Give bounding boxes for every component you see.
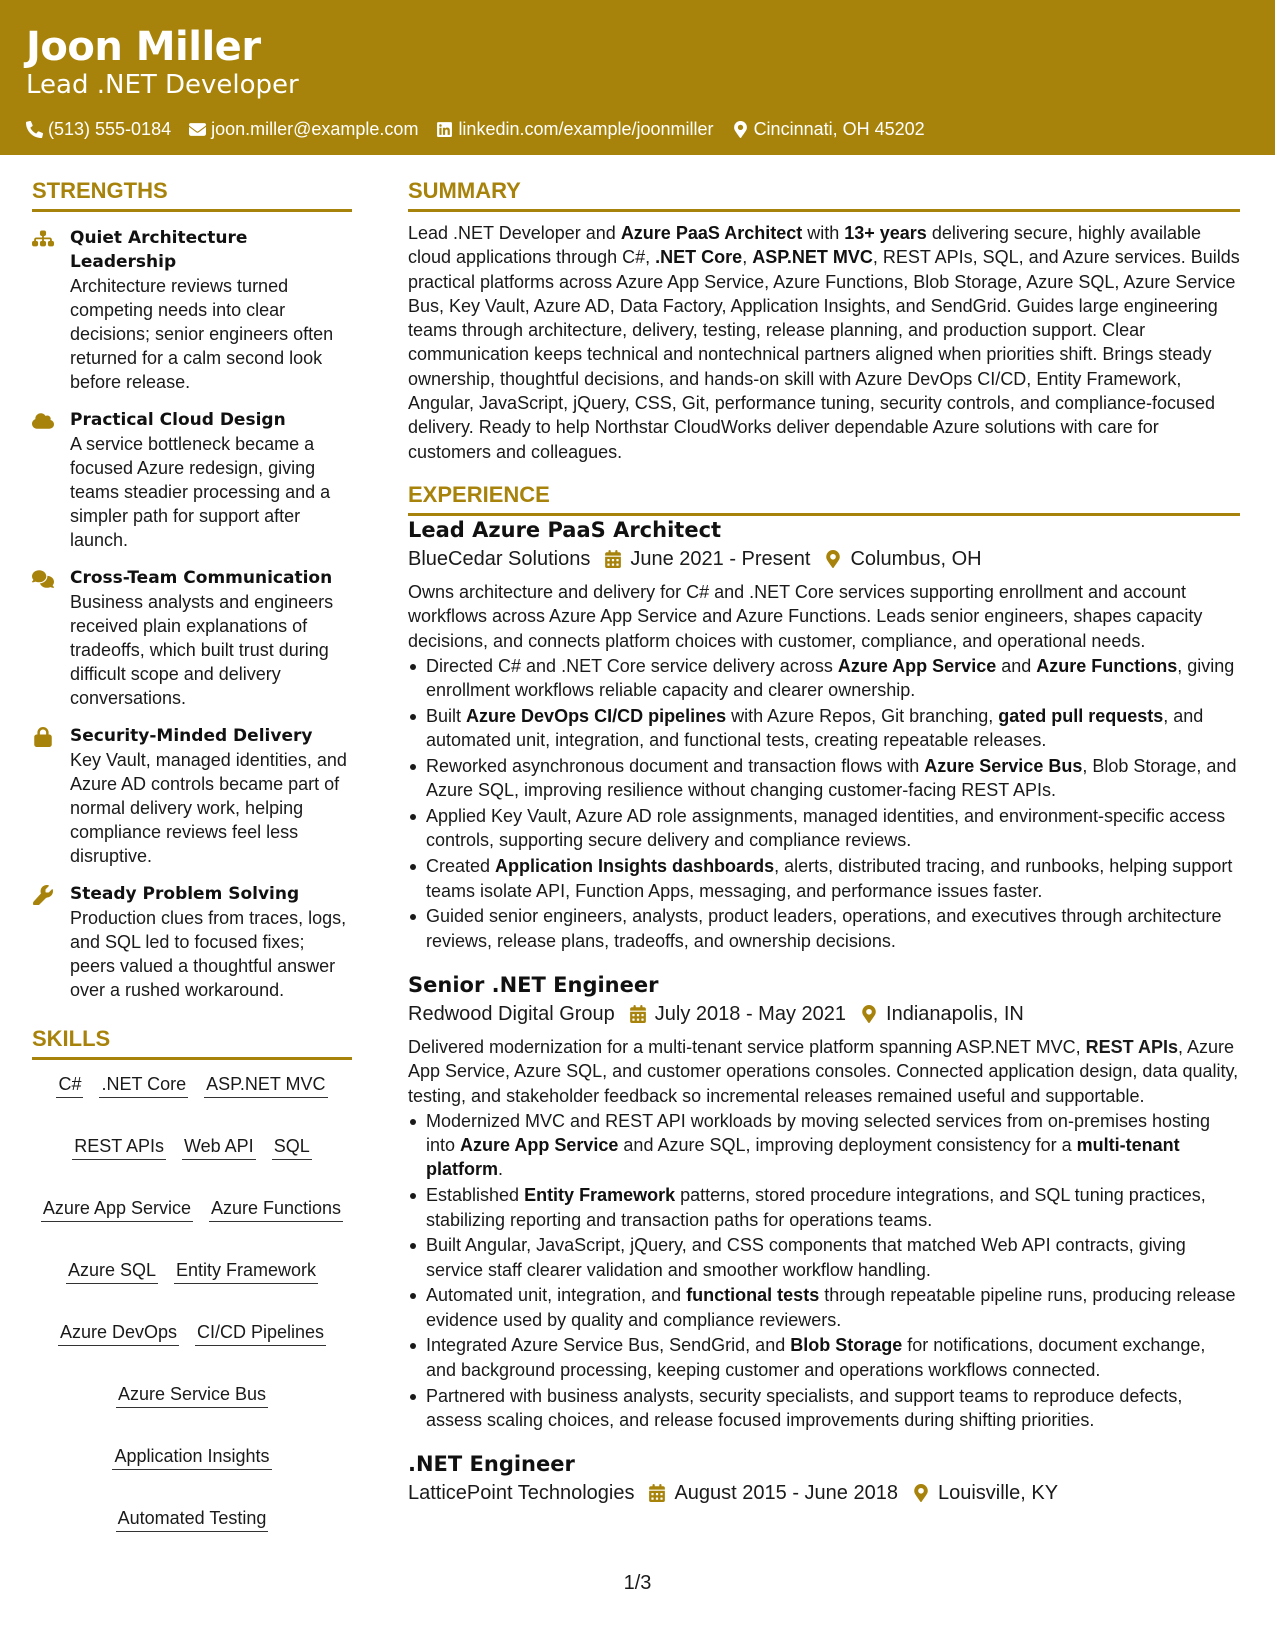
bullet-item: Built Angular, JavaScript, jQuery, and CSS components that matched Web API contracts, giving service staff clearer validation and smoother workflow handling. bbox=[408, 1233, 1240, 1282]
emphasis-text: REST APIs bbox=[1085, 1036, 1179, 1057]
job-meta bbox=[408, 1479, 1240, 1507]
bullet-item: Created Application Insights dashboards, alerts, distributed tracing, and runbooks, helping support teams isolate API, Function Apps, messaging, and performance issues faster. bbox=[408, 854, 1240, 903]
emphasis-text: .NET Core bbox=[655, 247, 743, 268]
bullet-item: Modernized MVC and REST API workloads by moving selected services from on-premises hosting into Azure App Service and Azure SQL, improving deployment consistency for a multi-tenant platform. bbox=[408, 1109, 1240, 1182]
map-pin-icon bbox=[732, 121, 749, 138]
candidate-title: Lead .NET Developer bbox=[26, 70, 299, 100]
candidate-name: Joon Miller bbox=[26, 24, 261, 70]
summary-heading: SUMMARY bbox=[408, 178, 1240, 212]
job-dates: June 2021 - Present bbox=[630, 547, 811, 570]
job-entry bbox=[408, 971, 1240, 1432]
job-bullets bbox=[408, 1109, 1240, 1432]
job-title: Senior .NET Engineer bbox=[408, 972, 659, 997]
skill-tag: Automated Testing bbox=[116, 1506, 269, 1532]
envelope-icon bbox=[189, 121, 206, 138]
strength-title: Security-Minded Delivery bbox=[70, 726, 313, 746]
contact-email[interactable] bbox=[189, 118, 418, 140]
emphasis-text: Azure App Service bbox=[837, 655, 997, 676]
job-entry bbox=[408, 1450, 1240, 1507]
skill-tag: Azure Service Bus bbox=[116, 1382, 268, 1408]
contact-bar bbox=[26, 118, 1249, 140]
phone-icon bbox=[26, 121, 43, 138]
bullet-item: Automated unit, integration, and functional tests through repeatable pipeline runs, producing release evidence used by quality and compliance reviewers. bbox=[408, 1283, 1240, 1332]
skill-tag: C# bbox=[56, 1072, 83, 1098]
job-location: Columbus, OH bbox=[850, 547, 982, 570]
skill-tag: Azure App Service bbox=[41, 1196, 193, 1222]
strength-item bbox=[32, 566, 352, 710]
emphasis-text: Entity Framework bbox=[524, 1185, 676, 1206]
skills-list bbox=[32, 1072, 352, 1532]
map-pin-icon bbox=[824, 550, 842, 568]
bullet-item: Applied Key Vault, Azure AD role assignments, managed identities, and environment-specific access controls, supporting secure delivery and compliance reviews. bbox=[408, 804, 1240, 853]
emphasis-text: Azure DevOps CI/CD pipelines bbox=[466, 705, 727, 726]
skill-tag: REST APIs bbox=[72, 1134, 166, 1160]
sitemap-icon bbox=[32, 229, 54, 249]
job-description: Delivered modernization for a multi-tenant service platform spanning ASP.NET MVC, REST APIs, Azure App Service, Azure SQL, and customer operations consoles. Connected application design, data quality, testing, and stakeholder feedback so incremental releases remained useful and supportable. bbox=[408, 1036, 1239, 1106]
skill-tag: Entity Framework bbox=[174, 1258, 318, 1284]
skill-tag: Azure Functions bbox=[209, 1196, 343, 1222]
strength-desc: Architecture reviews turned competing needs into clear decisions; senior engineers often returned for a calm second look before release. bbox=[70, 276, 334, 392]
strength-desc: A service bottleneck became a focused Azure redesign, giving teams steadier processing and a simpler path for support after launch. bbox=[70, 434, 331, 550]
emphasis-text: Azure PaaS Architect bbox=[620, 223, 803, 243]
contact-phone bbox=[26, 118, 171, 140]
job-dates: July 2018 - May 2021 bbox=[654, 1002, 847, 1025]
strengths-list bbox=[32, 226, 352, 1002]
bullet-item: Guided senior engineers, analysts, product leaders, operations, and executives through architecture reviews, release plans, tradeoffs, and ownership decisions. bbox=[408, 904, 1240, 953]
bullet-item: Integrated Azure Service Bus, SendGrid, and Blob Storage for notifications, document exchange, and background processing, keeping customer and operations workflows connected. bbox=[408, 1333, 1240, 1382]
emphasis-text: multi-tenant platform bbox=[426, 1135, 1180, 1180]
map-pin-icon bbox=[912, 1484, 930, 1502]
strength-title: Cross-Team Communication bbox=[70, 568, 333, 588]
skills-section bbox=[32, 1026, 352, 1532]
resume-header bbox=[0, 0, 1275, 155]
linkedin-link[interactable]: linkedin.com/example/joonmiller bbox=[458, 119, 714, 139]
emphasis-text: Azure Functions bbox=[1036, 655, 1178, 676]
calendar-icon bbox=[604, 550, 622, 568]
strength-desc: Production clues from traces, logs, and SQL led to focused fixes; peers valued a thoughtful answer over a rushed workaround. bbox=[70, 908, 347, 1000]
emphasis-text: ASP.NET MVC bbox=[752, 247, 873, 268]
contact-location bbox=[732, 118, 925, 140]
emphasis-text: Azure Service Bus bbox=[924, 756, 1083, 777]
job-title: Lead Azure PaaS Architect bbox=[408, 517, 722, 542]
contact-linkedin[interactable] bbox=[436, 118, 713, 140]
strength-title: Steady Problem Solving bbox=[70, 884, 300, 904]
job-title: .NET Engineer bbox=[408, 1452, 575, 1477]
calendar-icon bbox=[648, 1484, 666, 1502]
job-dates: August 2015 - June 2018 bbox=[674, 1482, 898, 1505]
emphasis-text: Azure App Service bbox=[460, 1135, 619, 1156]
job-company: LatticePoint Technologies bbox=[408, 1482, 635, 1505]
bullet-item: Reworked asynchronous document and transaction flows with Azure Service Bus, Blob Storage, and Azure SQL, improving resilience without changing customer-facing REST APIs. bbox=[408, 754, 1240, 803]
strength-title: Quiet Architecture Leadership bbox=[70, 228, 248, 272]
email-link[interactable]: joon.miller@example.com bbox=[211, 119, 419, 139]
experience-section bbox=[408, 482, 1240, 1507]
job-company: BlueCedar Solutions bbox=[408, 547, 591, 570]
strengths-heading: STRENGTHS bbox=[32, 178, 352, 212]
summary-text: Lead .NET Developer and Azure PaaS Architect with 13+ years delivering secure, highly available cloud applications through C#, .NET Core, ASP.NET MVC, REST APIs, SQL, and Azure services. Builds practical platforms across Azure App Service, Azure Functions, Blob Storage, Azure SQL, Azure Service Bus, Key Vault, Azure AD, Data Factory, Application Insights, and SendGrid. Guides large engineering teams through architecture, delivery, testing, release planning, and production support. Clear communication keeps technical and nontechnical partners aligned when priorities shift. Brings steady ownership, thoughtful decisions, and hands-on skill with Azure DevOps CI/CD, Entity Framework, Angular, JavaScript, jQuery, CSS, Git, performance tuning, security controls, and compliance-focused delivery. Ready to help Northstar CloudWorks deliver dependable Azure solutions with care for customers and colleagues. bbox=[408, 223, 1240, 462]
skill-tag: Application Insights bbox=[112, 1444, 271, 1470]
bullet-item: Established Entity Framework patterns, stored procedure integrations, and SQL tuning practices, stabilizing reporting and transaction paths for operations teams. bbox=[408, 1183, 1240, 1232]
page-number: 1/3 bbox=[623, 1572, 652, 1594]
comments-icon bbox=[32, 569, 54, 589]
emphasis-text: 13+ years bbox=[844, 223, 927, 243]
strength-desc: Key Vault, managed identities, and Azure AD controls became part of normal delivery work, helping compliance reviews feel less disruptive. bbox=[70, 750, 347, 866]
strength-desc: Business analysts and engineers received plain explanations of tradeoffs, which built trust during difficult scope and delivery conversations. bbox=[70, 592, 334, 708]
emphasis-text: Application Insights dashboards bbox=[495, 856, 775, 877]
job-bullets bbox=[408, 654, 1240, 953]
emphasis-text: Blob Storage bbox=[790, 1335, 903, 1356]
lock-icon bbox=[32, 727, 54, 747]
strength-title: Practical Cloud Design bbox=[70, 410, 286, 430]
strength-item bbox=[32, 724, 352, 868]
job-location: Louisville, KY bbox=[937, 1482, 1059, 1505]
job-description: Owns architecture and delivery for C# and .NET Core services supporting enrollment and account workflows across Azure App Service and Azure Functions. Leads senior engineers, shapes capacity decisions, and connects platform choices with customer, compliance, and operational needs. bbox=[408, 581, 1203, 651]
emphasis-text: functional tests bbox=[686, 1285, 820, 1306]
bullet-item: Built Azure DevOps CI/CD pipelines with Azure Repos, Git branching, gated pull requests, and automated unit, integration, and functional tests, creating repeatable releases. bbox=[408, 704, 1240, 753]
strength-item bbox=[32, 882, 352, 1002]
job-location: Indianapolis, IN bbox=[886, 1002, 1024, 1025]
strength-item bbox=[32, 408, 352, 552]
location-text: Cincinnati, OH 45202 bbox=[753, 119, 925, 139]
left-column bbox=[32, 178, 352, 1532]
skill-tag: ASP.NET MVC bbox=[204, 1072, 327, 1098]
experience-heading: EXPERIENCE bbox=[408, 482, 1240, 516]
job-entry bbox=[408, 516, 1240, 953]
phone-text: (513) 555-0184 bbox=[48, 119, 172, 139]
emphasis-text: gated pull requests bbox=[998, 705, 1164, 726]
job-company: Redwood Digital Group bbox=[408, 1002, 615, 1025]
skill-tag: Azure SQL bbox=[66, 1258, 158, 1284]
map-pin-icon bbox=[860, 1005, 878, 1023]
bullet-item: Directed C# and .NET Core service delivery across Azure App Service and Azure Functions, giving enrollment workflows reliable capacity and clearer ownership. bbox=[408, 654, 1240, 703]
strength-item bbox=[32, 226, 352, 394]
skill-tag: Azure DevOps bbox=[58, 1320, 179, 1346]
skill-tag: .NET Core bbox=[99, 1072, 188, 1098]
skill-tag: SQL bbox=[272, 1134, 312, 1160]
job-meta bbox=[408, 545, 1240, 573]
job-meta bbox=[408, 1000, 1240, 1028]
calendar-icon bbox=[629, 1005, 647, 1023]
skill-tag: Web API bbox=[182, 1134, 256, 1160]
skills-heading: SKILLS bbox=[32, 1026, 352, 1060]
wrench-icon bbox=[32, 885, 54, 905]
bullet-item: Partnered with business analysts, security specialists, and support teams to reproduce defects, assess scaling choices, and release focused improvements during shifting priorities. bbox=[408, 1384, 1240, 1433]
cloud-icon bbox=[32, 411, 54, 431]
right-column bbox=[408, 178, 1240, 1507]
skill-tag: CI/CD Pipelines bbox=[195, 1320, 326, 1346]
linkedin-icon bbox=[436, 121, 453, 138]
